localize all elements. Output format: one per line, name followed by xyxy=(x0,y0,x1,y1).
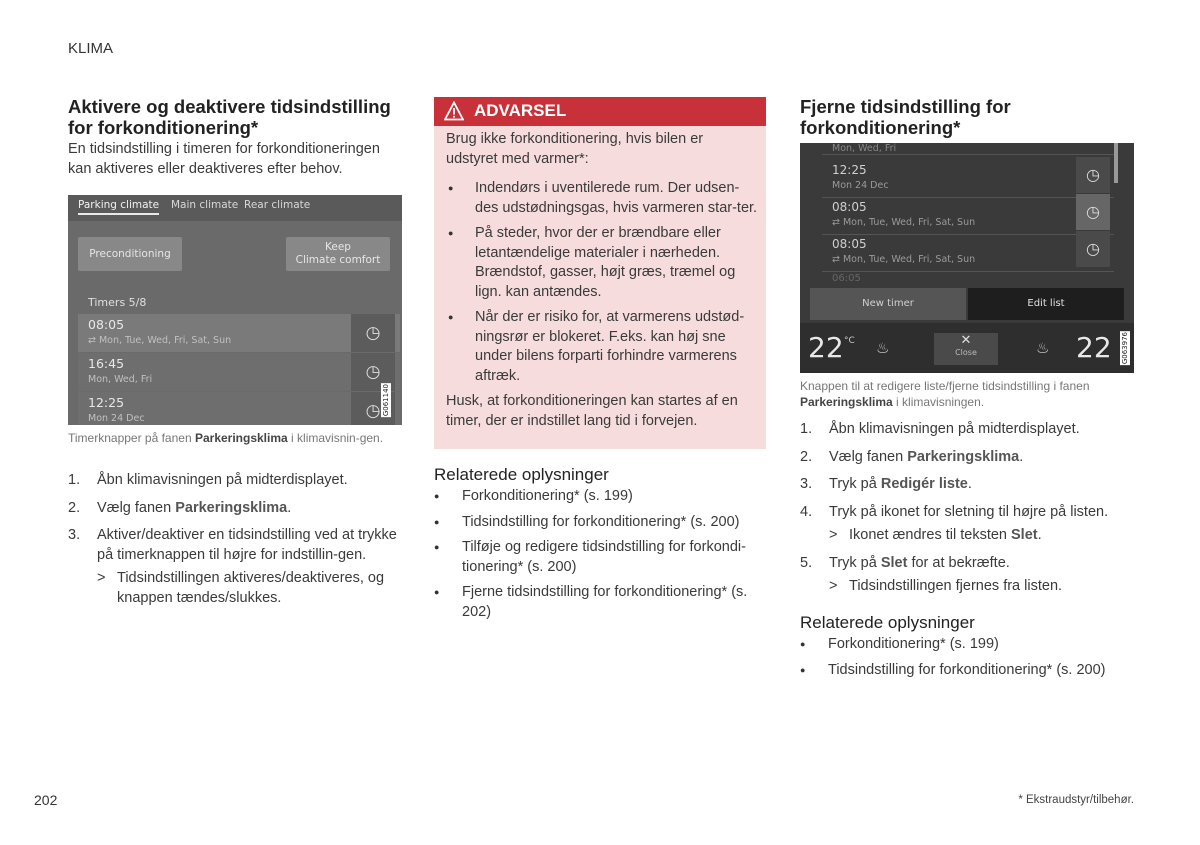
timer-toggle-icon: ◷ xyxy=(351,392,395,425)
step-text: Tryk på xyxy=(829,554,881,571)
delete-timer-icon: ◷ xyxy=(1076,157,1110,193)
step-number: 2. xyxy=(800,448,813,465)
timer-time: 08:05 xyxy=(88,317,125,332)
step-text: . xyxy=(1019,448,1024,465)
step-ui-term: Parkeringsklima xyxy=(907,448,1020,465)
step-ui-term: Slet xyxy=(880,554,908,571)
step-result xyxy=(829,577,1134,597)
timer-time: 08:05 xyxy=(832,237,867,251)
climate-screenshot-timers xyxy=(68,195,402,425)
keep-label: Keep xyxy=(325,241,351,253)
related-info-2 xyxy=(434,465,766,628)
warning-content xyxy=(446,130,758,431)
tab-rear-climate: Rear climate xyxy=(244,199,311,211)
warning-header xyxy=(434,97,766,126)
caption-text: i klimavisnin-gen. xyxy=(287,431,384,445)
step-text: Tryk på ikonet for sletning til højre på listen. xyxy=(829,503,1109,520)
step-text: . xyxy=(967,476,972,492)
divider xyxy=(822,154,1114,155)
figure-code: G063976 xyxy=(1121,332,1129,365)
step-text: . xyxy=(287,499,292,516)
warning-intro: Brug ikke forkonditionering, hvis bilen er udstyret med varmer*: xyxy=(446,131,704,167)
step-item xyxy=(68,526,402,608)
timer-days: ⇄ Mon, Tue, Wed, Fri, Sat, Sun xyxy=(88,335,232,346)
related-link[interactable]: ● Fjerne tidsindstilling for forkonditionering* (s. 202) xyxy=(434,583,766,622)
step-result xyxy=(97,569,402,608)
step-ui-term: Redigér liste xyxy=(880,476,968,492)
timer-time: 12:25 xyxy=(88,395,125,410)
step-number: 4. xyxy=(800,503,813,520)
column-activate xyxy=(68,96,402,179)
caption-bold: Parkeringsklima xyxy=(194,431,288,445)
timer-time: 08:05 xyxy=(832,200,867,214)
result-text: . xyxy=(1037,527,1042,543)
preconditioning-button: Preconditioning xyxy=(78,237,182,271)
result-text: Tidsindstillingen fjernes fra listen. xyxy=(849,578,1063,594)
step-number: 1. xyxy=(800,421,813,437)
step-item xyxy=(800,554,1134,597)
close-icon: ✕ xyxy=(960,333,972,348)
heading-activate: Aktivere og deaktivere tidsindstilling for forkonditionering* xyxy=(68,96,391,138)
timer-time: 12:25 xyxy=(832,163,867,177)
steps-list-1 xyxy=(68,471,402,616)
timer-days: Mon 24 Dec xyxy=(832,180,889,191)
caption-text: i klimavisningen. xyxy=(892,394,985,409)
caption-bold: Parkeringsklima xyxy=(800,394,893,409)
warning-outro: Husk, at forkonditioneringen kan startes af en timer, der er indstillet lang tid i forvejen. xyxy=(446,393,738,429)
timer-time: 16:45 xyxy=(88,356,125,371)
column-remove xyxy=(800,96,1134,138)
step-text: Åbn klimavisningen på midterdisplayet. xyxy=(97,472,348,488)
related-link[interactable]: ● Tidsindstilling for forkonditionering* (s. 200) xyxy=(800,661,1134,681)
timer-row xyxy=(822,235,1114,272)
timer-days: ⇄ Mon, Tue, Wed, Fri, Sat, Sun xyxy=(832,254,976,265)
step-item xyxy=(800,475,1134,495)
climate-screenshot-edit-list xyxy=(800,143,1134,373)
result-arrow: > xyxy=(97,570,106,586)
step-text: Tryk på xyxy=(829,476,881,492)
steps-list-2 xyxy=(800,420,1134,605)
timer-days-partial: Mon, Wed, Fri xyxy=(832,143,897,154)
step-number: 3. xyxy=(800,476,813,492)
page-number: 202 xyxy=(34,792,58,808)
timer-toggle-icon: ◷ xyxy=(351,314,395,352)
related-link[interactable]: ● Forkonditionering* (s. 199) xyxy=(434,487,766,507)
keep-climate-comfort-button xyxy=(286,237,390,271)
related-link[interactable]: ● Tidsindstilling for forkonditionering* (s. 200) xyxy=(434,513,766,533)
step-ui-term: Parkeringsklima xyxy=(175,499,288,516)
result-text: Ikonet ændres til teksten xyxy=(849,527,1011,543)
caption-text: Timerknapper på fanen xyxy=(68,431,195,445)
step-number: 1. xyxy=(68,472,81,488)
step-number: 2. xyxy=(68,499,81,516)
edit-list-button: Edit list xyxy=(968,288,1124,320)
warning-item: ● På steder, hvor der er brændbare eller letantændelige materialer i nærheden. Brændstof, gasser, højt græs, træmel og lign. kan antændes. xyxy=(446,224,758,302)
step-item xyxy=(800,503,1134,546)
warning-item: ● Indendørs i uventilerede rum. Der udsen-des udstødningsgas, hvis varmeren star-ter. xyxy=(446,179,758,218)
delete-timer-icon: ◷ xyxy=(1076,231,1110,267)
figure-caption-2 xyxy=(800,379,1134,410)
warning-triangle-icon xyxy=(444,101,464,121)
related-link[interactable]: ● Forkonditionering* (s. 199) xyxy=(800,635,1134,655)
climate-comfort-label: Climate comfort xyxy=(295,254,381,266)
timers-count: Timers 5/8 xyxy=(88,296,147,309)
timer-days: ⇄ Mon, Tue, Wed, Fri, Sat, Sun xyxy=(832,217,976,228)
delete-timer-icon: ◷ xyxy=(1076,194,1110,230)
step-text: for at bekræfte. xyxy=(907,554,1010,571)
timer-row xyxy=(822,198,1114,235)
warning-title: ADVARSEL xyxy=(474,101,567,120)
related-heading: Relaterede oplysninger xyxy=(800,613,975,632)
tab-bar xyxy=(68,195,402,221)
tab-main-climate: Main climate xyxy=(171,199,239,211)
warning-box xyxy=(434,97,766,449)
related-heading: Relaterede oplysninger xyxy=(434,465,609,484)
seat-heat-right-icon: ♨ xyxy=(1036,339,1050,357)
warning-item: ● Når der er risiko for, at varmerens udstød-ningsrør er blokeret. F.eks. kan høj sne under bilens forparti forhindre varmerens aftræk. xyxy=(446,308,758,386)
related-link[interactable]: ● Tilføje og redigere tidsindstilling for forkondi-tionering* (s. 200) xyxy=(434,538,766,577)
step-result xyxy=(829,526,1134,546)
step-item xyxy=(800,420,1134,440)
result-text: Tidsindstillingen aktiveres/deaktiveres, og knappen tændes/slukkes. xyxy=(117,570,385,606)
step-number: 3. xyxy=(68,527,81,543)
close-button xyxy=(934,333,998,365)
temp-passenger: 22 xyxy=(1076,331,1112,364)
caption-text: Knappen til at redigere liste/fjerne tidsindstilling i fanen xyxy=(800,379,1090,393)
step-item xyxy=(68,499,402,519)
result-ui-term: Slet xyxy=(1011,527,1038,543)
section-title: KLIMA xyxy=(68,40,114,57)
temp-unit: °C xyxy=(844,336,855,346)
timer-time-partial: 06:05 xyxy=(832,273,861,284)
step-item xyxy=(800,448,1134,468)
related-info-3 xyxy=(800,613,1134,686)
step-text: Vælg fanen xyxy=(829,448,908,465)
step-text: Aktiver/deaktiver en tidsindstilling ved at trykke på timerknappen til højre for indstillin-gen. xyxy=(97,527,397,563)
footnote: * Ekstraudstyr/tilbehør. xyxy=(1018,794,1134,806)
result-arrow: > xyxy=(829,527,838,543)
timer-days: Mon 24 Dec xyxy=(88,413,145,424)
timer-days: Mon, Wed, Fri xyxy=(88,374,153,385)
step-item xyxy=(68,471,402,491)
step-number: 5. xyxy=(800,554,813,571)
step-text: Vælg fanen xyxy=(97,499,176,516)
close-label: Close xyxy=(955,348,977,357)
heading-remove: Fjerne tidsindstilling for forkonditionering* xyxy=(800,96,1011,138)
figure-code: G061140 xyxy=(382,384,390,417)
intro-text: En tidsindstilling i timeren for forkonditioneringen kan aktiveres eller deaktiveres efter behov. xyxy=(68,141,380,177)
timer-toggle-icon: ◷ xyxy=(351,353,395,391)
tab-parking-climate: Parking climate xyxy=(78,199,159,215)
result-arrow: > xyxy=(829,578,838,594)
seat-heat-left-icon: ♨ xyxy=(876,339,890,357)
step-text: Åbn klimavisningen på midterdisplayet. xyxy=(829,421,1080,437)
scrollbar xyxy=(1114,143,1118,183)
figure-caption-1 xyxy=(68,431,398,447)
temp-driver: 22 xyxy=(808,331,844,364)
new-timer-button: New timer xyxy=(810,288,966,320)
timer-row xyxy=(822,161,1114,198)
